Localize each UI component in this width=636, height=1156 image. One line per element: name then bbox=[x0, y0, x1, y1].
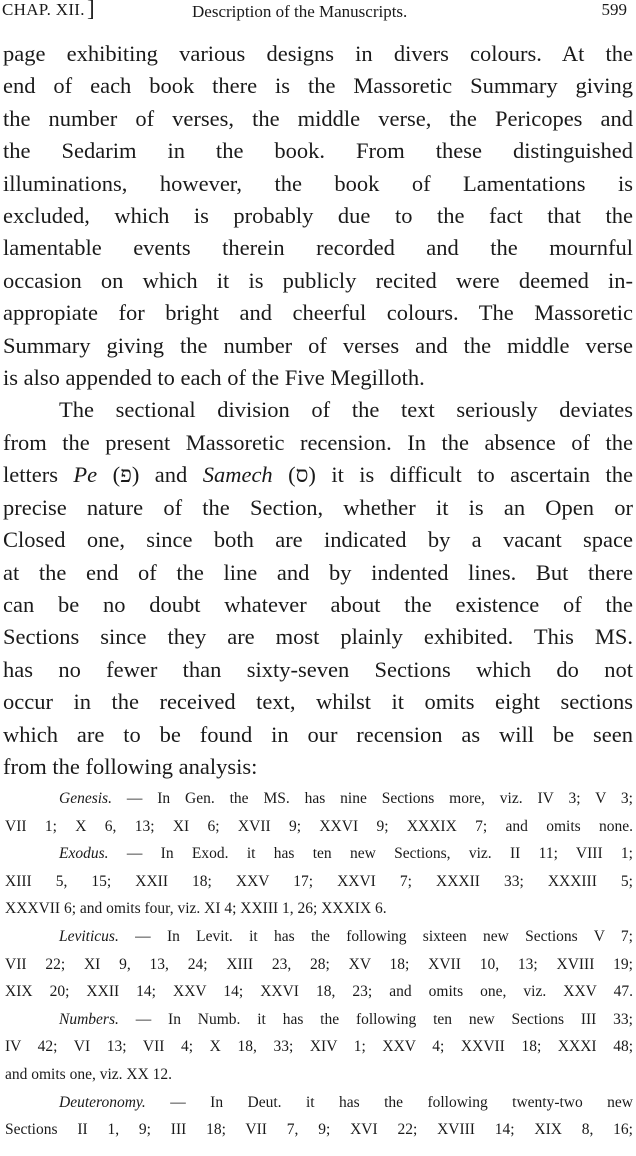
body-line: Sections since they are most plainly exhibited. This MS. bbox=[3, 624, 633, 650]
body-line: appropiate for bright and cheerful colours. The Massoretic bbox=[3, 300, 633, 326]
book-name: Deuteronomy. bbox=[59, 1093, 146, 1111]
body-line: the Sedarim in the book. From these distinguished bbox=[3, 138, 633, 164]
body-line: can be no doubt whatever about the existence of the bbox=[3, 591, 633, 617]
body-line: illuminations, however, the book of Lamentations is bbox=[3, 170, 633, 196]
book-name: Leviticus. bbox=[59, 927, 119, 945]
body-line: from the present Massoretic recension. In the absence of the bbox=[3, 429, 633, 455]
body-line: Closed one, since both are indicated by a vacant space bbox=[3, 527, 633, 553]
note-line: IV 42; VI 13; VII 4; X 18, 33; XIV 1; XXV 4; XXVII 18; XXXI 48; bbox=[5, 1038, 633, 1056]
note-line: XIX 20; XXII 14; XXV 14; XXVI 18, 23; and omits one, viz. XXV 47. bbox=[5, 983, 633, 1001]
chapter-label: CHAP. XII. bbox=[2, 0, 85, 19]
text-segment: letters bbox=[3, 462, 74, 488]
header-bracket: ] bbox=[87, 0, 95, 21]
body-line: end of each book there is the Massoretic Summary giving bbox=[3, 73, 633, 99]
body-line: lamentable events therein recorded and the mournful bbox=[3, 235, 633, 261]
body-line: which are to be found in our recension as will be seen bbox=[3, 721, 633, 747]
deuteronomy-entry bbox=[5, 1089, 633, 1117]
body-line: is also appended to each of the Five Megilloth. bbox=[3, 365, 425, 391]
book-name: Numbers. bbox=[59, 1010, 119, 1028]
note-line: XIII 5, 15; XXII 18; XXV 17; XXVI 7; XXXII 33; XXXIII 5; bbox=[5, 872, 633, 890]
body-line: Summary giving the number of verses and the middle verse bbox=[3, 332, 633, 358]
genesis-entry bbox=[5, 785, 633, 813]
entry-text: — In Gen. the MS. has nine Sections more, viz. IV 3; V 3; bbox=[111, 790, 633, 807]
entry-text: — In Levit. it has the following sixteen new Sections V 7; bbox=[118, 927, 633, 945]
numbers-entry bbox=[5, 1006, 633, 1034]
running-header bbox=[0, 0, 636, 26]
body-line: from the following analysis: bbox=[3, 753, 258, 779]
body-line: the number of verses, the middle verse, the Pericopes and bbox=[3, 105, 633, 131]
body-line: page exhibiting various designs in divers colours. At the bbox=[3, 41, 633, 66]
body-line: occasion on which it is publicly recited were deemed in- bbox=[3, 267, 633, 293]
note-line: Sections II 1, 9; III 18; VII 7, 9; XVI 22; XVIII 14; XIX 8, 16; bbox=[5, 1121, 633, 1139]
text-segment: (ס) it is difficult to ascertain the bbox=[272, 462, 633, 488]
text-segment: (פ) and bbox=[97, 462, 203, 488]
body-line: at the end of the line and by indented lines. But there bbox=[3, 559, 633, 585]
note-line: VII 1; X 6, 13; XI 6; XVII 9; XXVI 9; XXXIX 7; and omits none. bbox=[5, 817, 633, 835]
section-analysis bbox=[5, 785, 633, 1144]
note-line: XXXVII 6; and omits four, viz. XI 4; XXIII 1, 26; XXXIX 6. bbox=[5, 900, 387, 918]
samech-term: Samech bbox=[202, 462, 273, 488]
body-line: excluded, which is probably due to the fact that the bbox=[3, 203, 633, 229]
note-line: VII 22; XI 9, 13, 24; XIII 23, 28; XV 18; XVII 10, 13; XVIII 19; bbox=[5, 955, 633, 973]
pe-term: Pe bbox=[73, 462, 98, 488]
book-name: Genesis. bbox=[59, 790, 112, 807]
body-line-with-hebrew bbox=[3, 459, 633, 491]
body-line: The sectional division of the text seriously deviates bbox=[59, 397, 633, 423]
entry-text: — In Numb. it has the following ten new Sections III 33; bbox=[118, 1010, 633, 1028]
body-line: has no fewer than sixty-seven Sections which do not bbox=[3, 656, 633, 682]
main-paragraphs bbox=[3, 38, 633, 783]
note-line: and omits one, viz. XX 12. bbox=[5, 1065, 173, 1083]
page-number: 599 bbox=[601, 0, 627, 19]
entry-text: — In Exod. it has ten new Sections, viz. II 11; VIII 1; bbox=[108, 845, 633, 863]
exodus-entry bbox=[5, 840, 633, 868]
running-title: Description of the Manuscripts. bbox=[192, 2, 408, 21]
book-name: Exodus. bbox=[59, 845, 109, 863]
leviticus-entry bbox=[5, 923, 633, 951]
entry-text: — In Deut. it has the following twenty-two new bbox=[145, 1093, 633, 1111]
body-line: occur in the received text, whilst it omits eight sections bbox=[3, 689, 633, 715]
body-line: precise nature of the Section, whether it is an Open or bbox=[3, 494, 633, 520]
